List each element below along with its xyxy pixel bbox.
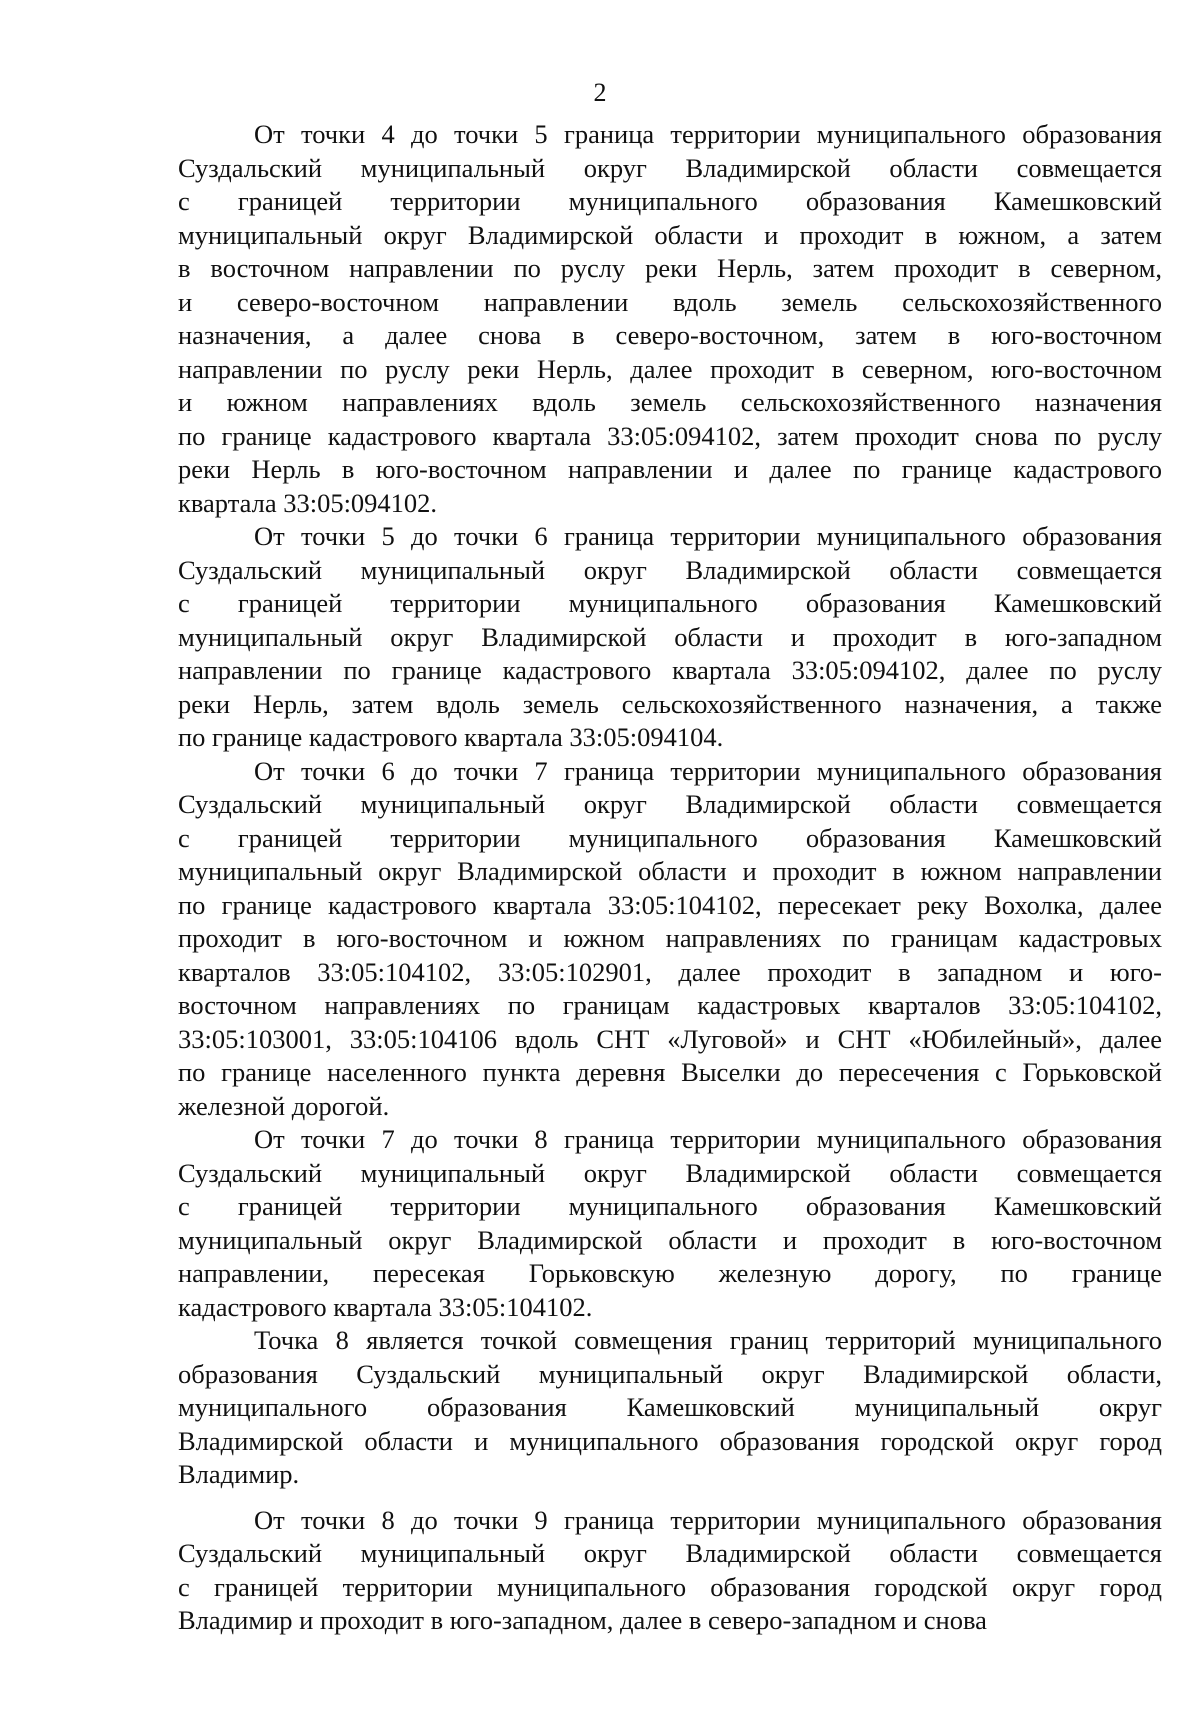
text-line: квартала 33:05:094102. <box>178 487 438 518</box>
text-line: Суздальский муниципальный округ Владимирской области совмещается <box>178 789 1162 819</box>
paragraph <box>178 1324 1162 1492</box>
text-line: реки Нерль в юго-восточном направлении и далее по границе кадастрового <box>178 454 1162 484</box>
text-line: Владимир. <box>178 1459 300 1489</box>
text-line: и южном направлениях вдоль земель сельскохозяйственного назначения <box>178 387 1162 417</box>
text-line: 33:05:103001, 33:05:104106 вдоль СНТ «Луговой» и СНТ «Юбилейный», далее <box>178 1023 1162 1054</box>
text-line: с границей территории муниципального образования Камешковский <box>178 1191 1162 1221</box>
text-line: по границе кадастрового квартала 33:05:094102, затем проходит снова по руслу <box>178 420 1162 451</box>
paragraph <box>178 118 1162 520</box>
text-line: с границей территории муниципального образования городской округ город <box>178 1571 1162 1602</box>
text-line: От точки 4 до точки 5 граница территории муниципального образования <box>254 119 1162 149</box>
text-line: с границей территории муниципального образования Камешковский <box>178 186 1162 216</box>
text-line: Точка 8 является точкой совмещения границ территорий муниципального <box>254 1325 1162 1355</box>
text-line: муниципальный округ Владимирской области и проходит в южном направлении <box>178 856 1162 886</box>
text-line: кадастрового квартала 33:05:104102. <box>178 1291 593 1322</box>
paragraph <box>178 1504 1162 1638</box>
text-line: и северо-восточном направлении вдоль земель сельскохозяйственного <box>178 286 1162 317</box>
text-line: назначения, а далее снова в северо-восточном, затем в юго-восточном <box>178 320 1162 350</box>
text-line: Суздальский муниципальный округ Владимирской области совмещается <box>178 1157 1162 1188</box>
text-line: образования Суздальский муниципальный округ Владимирской области, <box>178 1358 1162 1389</box>
text-line: направлении по руслу реки Нерль, далее проходит в северном, юго-восточном <box>178 353 1162 384</box>
text-line: От точки 5 до точки 6 граница территории муниципального образования <box>254 521 1162 551</box>
paragraph <box>178 1123 1162 1324</box>
text-line: железной дорогой. <box>178 1090 390 1121</box>
text-line: От точки 7 до точки 8 граница территории муниципального образования <box>254 1124 1162 1154</box>
text-line: муниципальный округ Владимирской области и проходит в южном, а затем <box>178 219 1162 250</box>
page-number: 2 <box>593 78 607 107</box>
text-line: в восточном направлении по руслу реки Нерль, затем проходит в северном, <box>178 253 1162 283</box>
text-line: Суздальский муниципальный округ Владимирской области совмещается <box>178 152 1162 183</box>
paragraph <box>178 520 1162 755</box>
text-line: восточном направлениях по границам кадастровых кварталов 33:05:104102, <box>178 990 1162 1020</box>
text-line: От точки 8 до точки 9 граница территории муниципального образования <box>254 1504 1162 1535</box>
text-line: по границе населенного пункта деревня Выселки до пересечения с Горьковской <box>178 1057 1162 1087</box>
text-line: муниципальный округ Владимирской области и проходит в юго-западном <box>178 621 1162 652</box>
text-line: с границей территории муниципального образования Камешковский <box>178 588 1162 618</box>
text-line: Суздальский муниципальный округ Владимирской области совмещается <box>178 554 1162 585</box>
text-line: муниципального образования Камешковский муниципальный округ <box>178 1392 1162 1422</box>
text-line: муниципальный округ Владимирской области и проходит в юго-восточном <box>178 1224 1162 1255</box>
text-line: по границе кадастрового квартала 33:05:104102, пересекает реку Вохолка, далее <box>178 889 1162 920</box>
text-line: Суздальский муниципальный округ Владимирской области совмещается <box>178 1538 1162 1568</box>
document-body <box>178 118 1162 1638</box>
text-line: Владимирской области и муниципального образования городской округ город <box>178 1425 1162 1456</box>
paragraph <box>178 755 1162 1124</box>
text-line: Владимир и проходит в юго-западном, далее в северо-западном и снова <box>178 1605 987 1635</box>
text-line: с границей территории муниципального образования Камешковский <box>178 822 1162 853</box>
text-line: кварталов 33:05:104102, 33:05:102901, далее проходит в западном и юго- <box>178 956 1162 987</box>
text-line: реки Нерль, затем вдоль земель сельскохозяйственного назначения, а также <box>178 688 1162 719</box>
text-line: От точки 6 до точки 7 граница территории муниципального образования <box>254 755 1162 786</box>
text-line: направлении по границе кадастрового квартала 33:05:094102, далее по руслу <box>178 655 1162 685</box>
text-line: проходит в юго-восточном и южном направлениях по границам кадастровых <box>178 923 1162 953</box>
text-line: направлении, пересекая Горьковскую железную дорогу, по границе <box>178 1258 1162 1288</box>
text-line: по границе кадастрового квартала 33:05:094104. <box>178 722 724 752</box>
